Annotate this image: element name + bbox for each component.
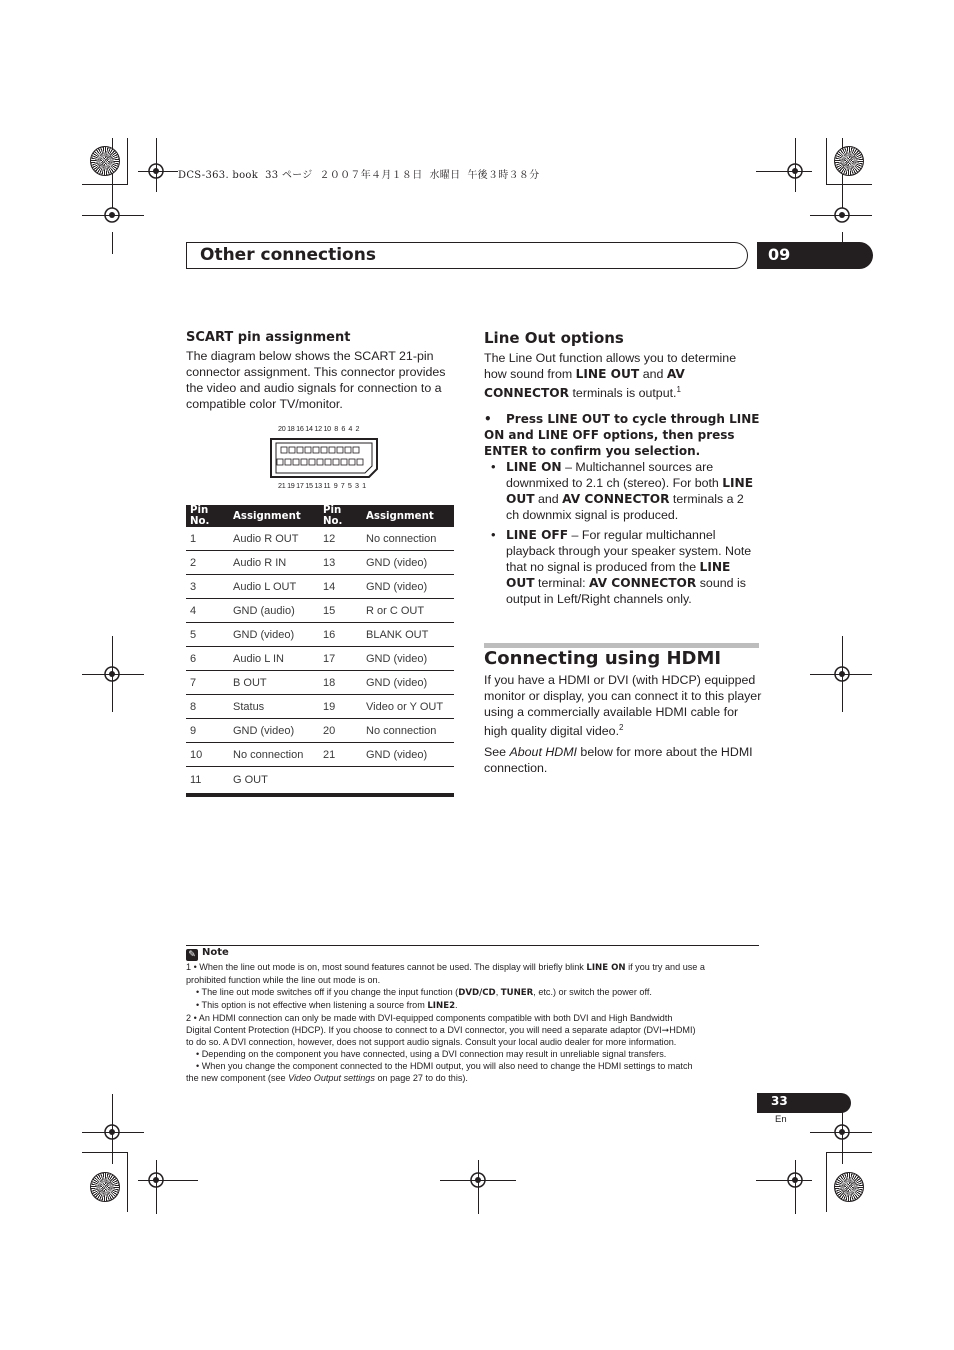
term: DVD/CD <box>458 988 496 998</box>
text-run: If you have a HDMI or DVI (with HDCP) equipped monitor or display, you can connect it to this player using a commercially available HDMI cable for high quality digital video. <box>484 673 762 739</box>
registration-sunburst-icon <box>90 146 120 176</box>
note-line: prohibited function while the line out mode is on. <box>186 975 381 985</box>
text-run: terminals is output. <box>569 386 677 401</box>
pin-number: 1 <box>186 527 229 551</box>
table-row <box>186 719 454 743</box>
pin-number: 2 <box>186 551 229 575</box>
pin-number: 16 <box>319 623 362 647</box>
column-header: Assignment <box>229 505 319 527</box>
pin-assignment: GND (video) <box>362 671 454 695</box>
pin-assignment <box>362 767 454 796</box>
note-rule <box>186 945 759 946</box>
pin-number: 11 <box>186 767 229 796</box>
table-row <box>186 695 454 719</box>
pin-assignment: G OUT <box>229 767 319 796</box>
chapter-title: Other connections <box>200 245 376 265</box>
term-line-out: LINE OUT <box>506 560 731 590</box>
chapter-number: 09 <box>757 242 873 269</box>
note-line: • Depending on the component you have connected, using a DVI connection may result in unreliable signal transfers. <box>196 1049 667 1059</box>
bullet: • <box>491 459 496 474</box>
registration-sunburst-icon <box>834 146 864 176</box>
hdmi-see-also <box>484 744 762 776</box>
pin-assignment: Audio R OUT <box>229 527 319 551</box>
pin-number: 19 <box>319 695 362 719</box>
pin-assignment: B OUT <box>229 671 319 695</box>
text-run: terminal: <box>534 576 589 590</box>
registration-target-icon <box>783 159 807 183</box>
pin-assignment: No connection <box>362 527 454 551</box>
registration-target-icon <box>144 159 168 183</box>
pin-assignment: GND (video) <box>229 623 319 647</box>
table-row <box>186 743 454 767</box>
notes-block <box>186 961 760 1084</box>
scart-bottom-pin-labels: 21 19 17 15 13 11 9 7 5 3 1 <box>278 481 366 490</box>
pin-number: 6 <box>186 647 229 671</box>
pin-number: 9 <box>186 719 229 743</box>
page-language: En <box>775 1114 787 1125</box>
page-number: 33 <box>757 1093 851 1113</box>
term-line-out: LINE OUT <box>575 367 640 381</box>
note-line: Digital Content Protection (HDCP). If you choose to connect to a DVI connector, you will need a separate adaptor (DVI➞HDMI) <box>186 1025 696 1035</box>
term: TUNER <box>500 988 534 998</box>
term-line-out: LINE OUT <box>506 476 754 506</box>
pin-number: 15 <box>319 599 362 623</box>
text-run: sound is output in Left/Right channels only. <box>506 576 746 606</box>
term-av-connector: AV CONNECTOR <box>562 492 670 506</box>
table-row <box>186 623 454 647</box>
pin-assignment: Status <box>229 695 319 719</box>
table-row <box>186 671 454 695</box>
scart-pin-table <box>186 505 454 797</box>
text-run: below for more about the HDMI connection. <box>484 745 753 775</box>
table-row <box>186 767 454 796</box>
cross-reference: Video Output settings <box>288 1073 375 1083</box>
column-header: Pin No. <box>319 505 362 527</box>
pin-assignment: Audio R IN <box>229 551 319 575</box>
text-run: • The line out mode switches off if you change the input function ( <box>196 987 459 997</box>
text-run: and <box>534 492 563 506</box>
note-line: • When you change the component connected to the HDMI output, you will also need to change the HDMI settings to match <box>196 1061 693 1071</box>
pin-assignment: GND (video) <box>362 647 454 671</box>
hdmi-heading: Connecting using HDMI <box>484 648 722 669</box>
text-run: and <box>639 367 667 381</box>
registration-target-icon <box>144 1168 168 1192</box>
text-run: , <box>495 987 501 997</box>
cross-reference: About HDMI <box>509 745 577 759</box>
pin-number: 14 <box>319 575 362 599</box>
column-header: Assignment <box>362 505 454 527</box>
note-title: Note <box>202 947 229 958</box>
registration-target-icon <box>100 1120 124 1144</box>
note-line <box>186 999 760 1012</box>
pin-number: 8 <box>186 695 229 719</box>
pin-number: 4 <box>186 599 229 623</box>
text-run: , etc.) or switch the power off. <box>533 987 652 997</box>
pin-assignment: GND (video) <box>229 719 319 743</box>
pin-number: 10 <box>186 743 229 767</box>
scart-intro: The diagram below shows the SCART 21-pin connector assignment. This connector provides the video and audio signals for connection to a compatible color TV/monitor. <box>186 349 446 411</box>
hdmi-paragraph <box>484 672 762 739</box>
instruction-text: Press LINE OUT to cycle through LINE ON and LINE OFF options, then press ENTER to confirm you selection. <box>484 412 760 458</box>
text-run: • This option is not effective when listening a source from <box>196 1000 428 1010</box>
term: LINE2 <box>427 1001 456 1011</box>
pin-number: 18 <box>319 671 362 695</box>
term: LINE ON <box>586 963 626 973</box>
pin-number: 21 <box>319 743 362 767</box>
bullet: • <box>491 527 496 542</box>
footnote-ref: 1 <box>676 385 681 394</box>
pin-assignment: GND (video) <box>362 551 454 575</box>
option-text <box>506 527 760 607</box>
pin-assignment: Audio L OUT <box>229 575 319 599</box>
note-line: 2 • An HDMI connection can only be made with DVI-equipped components compatible with both DVI and High Bandwidth <box>186 1013 673 1023</box>
note-line <box>186 1072 760 1084</box>
pin-number: 12 <box>319 527 362 551</box>
registration-sunburst-icon <box>90 1172 120 1202</box>
registration-target-icon <box>100 662 124 686</box>
note-pencil-icon: ✎ <box>186 949 198 961</box>
pin-assignment: BLANK OUT <box>362 623 454 647</box>
option-text <box>506 459 760 523</box>
text-run: if you try and use a <box>625 962 705 972</box>
text-run: See <box>484 745 510 759</box>
registration-target-icon <box>100 203 124 227</box>
line-out-heading: Line Out options <box>484 329 624 347</box>
pin-assignment: Video or Y OUT <box>362 695 454 719</box>
text-run: terminals a 2 ch downmix signal is produced. <box>506 492 744 522</box>
pin-number: 20 <box>319 719 362 743</box>
pin-assignment: GND (video) <box>362 575 454 599</box>
scart-connector-icon <box>268 436 380 480</box>
bullet: • <box>484 412 492 426</box>
note-line <box>186 961 760 974</box>
note-line: to do so. A DVI connection, however, does not support audio signals. Consult your local audio dealer for more information. <box>186 1037 677 1047</box>
pin-assignment: GND (video) <box>362 743 454 767</box>
pin-assignment: No connection <box>229 743 319 767</box>
pin-assignment: No connection <box>362 719 454 743</box>
table-row <box>186 551 454 575</box>
table-row <box>186 599 454 623</box>
scart-connector-diagram <box>268 424 384 494</box>
table-header-row <box>186 505 454 527</box>
pin-assignment: Audio L IN <box>229 647 319 671</box>
pin-number: 13 <box>319 551 362 575</box>
text-run: 1 • When the line out mode is on, most sound features cannot be used. The display will briefly blink <box>186 962 587 972</box>
text-run: – For regular multichannel playback through your speaker system. Note that no signal is produced from the <box>506 528 752 574</box>
term-av-connector: AV CONNECTOR <box>484 367 685 401</box>
text-run: . <box>455 1000 458 1010</box>
footnote-ref: 2 <box>619 723 624 732</box>
table-row <box>186 575 454 599</box>
note-line <box>186 986 760 999</box>
option-term: LINE ON <box>506 460 562 474</box>
table-row <box>186 527 454 551</box>
pin-assignment: R or C OUT <box>362 599 454 623</box>
registration-target-icon <box>830 1120 854 1144</box>
registration-target-icon <box>783 1168 807 1192</box>
pin-number: 5 <box>186 623 229 647</box>
text-run: – Multichannel sources are downmixed to 2.1 ch (stereo). For both <box>506 460 723 490</box>
pin-assignment: GND (audio) <box>229 599 319 623</box>
column-header: Pin No. <box>186 505 229 527</box>
text-run: on page 27 to do this). <box>374 1073 468 1083</box>
print-slug: DCS-363. book 33 ページ ２００７年４月１８日 水曜日 午後３時３８分 <box>178 170 540 181</box>
pin-number <box>319 767 362 796</box>
registration-sunburst-icon <box>834 1172 864 1202</box>
pin-number: 3 <box>186 575 229 599</box>
option-term: LINE OFF <box>506 528 569 542</box>
text-run: The Line Out function allows you to determine how sound from <box>484 351 737 381</box>
pin-number: 17 <box>319 647 362 671</box>
scart-heading: SCART pin assignment <box>186 330 351 345</box>
text-run: the new component (see <box>186 1073 289 1083</box>
line-out-instruction <box>484 411 760 459</box>
line-out-intro <box>484 350 760 401</box>
scart-top-pin-labels: 20 18 16 14 12 10 8 6 4 2 <box>278 424 360 433</box>
registration-target-icon <box>830 203 854 227</box>
registration-target-icon <box>466 1168 490 1192</box>
chapter-bar <box>186 242 748 269</box>
term-av-connector: AV CONNECTOR <box>588 576 697 590</box>
registration-target-icon <box>830 662 854 686</box>
pin-number: 7 <box>186 671 229 695</box>
table-row <box>186 647 454 671</box>
